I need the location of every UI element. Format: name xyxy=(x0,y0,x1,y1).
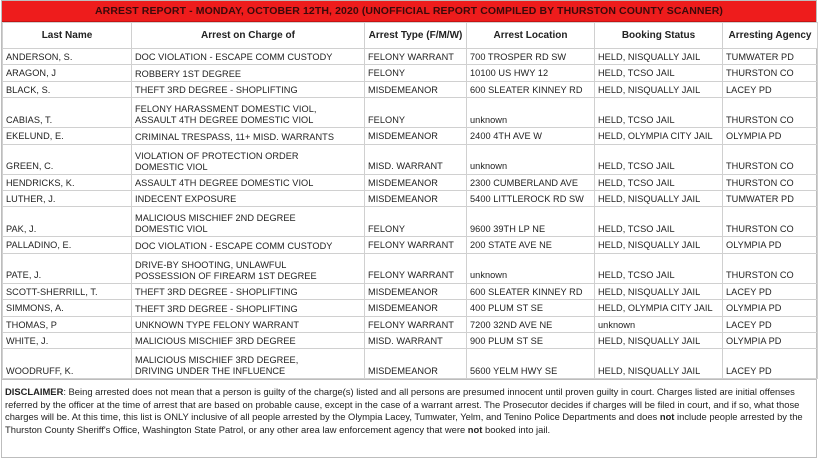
cell-arresting-agency: OLYMPIA PD xyxy=(723,300,818,316)
cell-booking-status: HELD, TCSO JAIL xyxy=(595,207,723,237)
cell-arresting-agency: THURSTON CO xyxy=(723,174,818,190)
cell-charge xyxy=(132,316,365,332)
cell-arresting-agency: OLYMPIA PD xyxy=(723,332,818,348)
cell-booking-status: HELD, TCSO JAIL xyxy=(595,65,723,81)
table-row xyxy=(3,316,818,332)
cell-booking-status: HELD, TCSO JAIL xyxy=(595,253,723,283)
cell-charge xyxy=(132,81,365,97)
table-row xyxy=(3,237,818,253)
cell-last-name: EKELUND, E. xyxy=(3,128,132,144)
cell-last-name: THOMAS, P xyxy=(3,316,132,332)
cell-charge xyxy=(132,128,365,144)
table-row xyxy=(3,81,818,97)
cell-arrest-type: MISDEMEANOR xyxy=(365,81,467,97)
cell-arrest-location: 7200 32ND AVE NE xyxy=(467,316,595,332)
cell-charge xyxy=(132,332,365,348)
arrest-report xyxy=(1,0,817,458)
col-header-arresting-agency: Arresting Agency xyxy=(723,23,818,49)
cell-booking-status: unknown xyxy=(595,316,723,332)
charge-line: DRIVING UNDER THE INFLUENCE xyxy=(135,366,286,377)
cell-arresting-agency: LACEY PD xyxy=(723,349,818,379)
charge-line: ASSAULT 4TH DEGREE DOMESTIC VIOL xyxy=(135,177,314,188)
table-row xyxy=(3,98,818,128)
charge-line: DOMESTIC VIOL xyxy=(135,224,208,235)
cell-booking-status: HELD, TCSO JAIL xyxy=(595,98,723,128)
charge-line: POSSESSION OF FIREARM 1ST DEGREE xyxy=(135,270,317,281)
cell-booking-status: HELD, NISQUALLY JAIL xyxy=(595,49,723,65)
table-row xyxy=(3,349,818,379)
table-row xyxy=(3,207,818,237)
table-row xyxy=(3,128,818,144)
cell-arrest-location: 400 PLUM ST SE xyxy=(467,300,595,316)
cell-arrest-location: 200 STATE AVE NE xyxy=(467,237,595,253)
cell-arresting-agency: LACEY PD xyxy=(723,81,818,97)
cell-charge xyxy=(132,65,365,81)
cell-booking-status: HELD, OLYMPIA CITY JAIL xyxy=(595,300,723,316)
col-header-arrest-type: Arrest Type (F/M/W) xyxy=(365,23,467,49)
disclaimer-text-1: : Being arrested does not mean that a person is guilty of the charge(s) listed and all persons are presumed innocent until proven guilty in court. Charges listed are initial offenses referred by the officer at the time of arrest that are based on probable cause, except in the case of a warrant arrest. The Prosecutor decides if charges will be filed in court, and if so, what those charges will be. At this time, this list is ONLY inclusive of all people arrested by the Olympia Lacey, Tumwater, Yelm, and Tenino Police Departments and does xyxy=(5,386,800,423)
arrest-table xyxy=(2,22,818,379)
charge-line: MALICIOUS MISCHIEF 3RD DEGREE, xyxy=(135,355,299,366)
cell-arresting-agency: OLYMPIA PD xyxy=(723,237,818,253)
charge-line: MALICIOUS MISCHIEF 3RD DEGREE xyxy=(135,336,296,347)
cell-arrest-location: 600 SLEATER KINNEY RD xyxy=(467,283,595,299)
cell-last-name: PAK, J. xyxy=(3,207,132,237)
charge-line: THEFT 3RD DEGREE - SHOPLIFTING xyxy=(135,287,298,298)
cell-charge xyxy=(132,300,365,316)
table-row xyxy=(3,190,818,206)
table-row xyxy=(3,283,818,299)
cell-arrest-location: unknown xyxy=(467,144,595,174)
cell-arrest-location: 10100 US HWY 12 xyxy=(467,65,595,81)
charge-line: MALICIOUS MISCHIEF 2ND DEGREE xyxy=(135,213,296,224)
table-row xyxy=(3,65,818,81)
charge-line: DOMESTIC VIOL xyxy=(135,161,208,172)
table-row xyxy=(3,332,818,348)
cell-arresting-agency: TUMWATER PD xyxy=(723,190,818,206)
cell-charge xyxy=(132,98,365,128)
cell-arrest-type: FELONY xyxy=(365,65,467,81)
disclaimer-not-1: not xyxy=(659,411,675,423)
charge-line: DOC VIOLATION - ESCAPE COMM CUSTODY xyxy=(135,240,333,251)
table-row xyxy=(3,253,818,283)
col-header-last-name: Last Name xyxy=(3,23,132,49)
cell-last-name: BLACK, S. xyxy=(3,81,132,97)
cell-booking-status: HELD, NISQUALLY JAIL xyxy=(595,190,723,206)
cell-arrest-type: FELONY WARRANT xyxy=(365,49,467,65)
charge-line: INDECENT EXPOSURE xyxy=(135,194,237,205)
charge-line: ASSAULT 4TH DEGREE DOMESTIC VIOL xyxy=(135,115,314,126)
cell-arrest-location: 600 SLEATER KINNEY RD xyxy=(467,81,595,97)
cell-booking-status: HELD, TCSO JAIL xyxy=(595,144,723,174)
cell-booking-status: HELD, NISQUALLY JAIL xyxy=(595,81,723,97)
cell-last-name: WOODRUFF, K. xyxy=(3,349,132,379)
cell-arrest-type: MISDEMEANOR xyxy=(365,190,467,206)
cell-arresting-agency: OLYMPIA PD xyxy=(723,128,818,144)
cell-charge xyxy=(132,237,365,253)
cell-charge xyxy=(132,283,365,299)
cell-arrest-location: unknown xyxy=(467,98,595,128)
cell-arrest-type: FELONY WARRANT xyxy=(365,237,467,253)
cell-arresting-agency: TUMWATER PD xyxy=(723,49,818,65)
cell-arrest-type: FELONY xyxy=(365,207,467,237)
disclaimer-label: DISCLAIMER xyxy=(5,386,64,398)
cell-arrest-location: 2400 4TH AVE W xyxy=(467,128,595,144)
cell-booking-status: HELD, NISQUALLY JAIL xyxy=(595,349,723,379)
cell-arrest-location: 700 TROSPER RD SW xyxy=(467,49,595,65)
cell-booking-status: HELD, OLYMPIA CITY JAIL xyxy=(595,128,723,144)
cell-arrest-type: MISDEMEANOR xyxy=(365,300,467,316)
cell-booking-status: HELD, NISQUALLY JAIL xyxy=(595,332,723,348)
cell-arrest-type: MISDEMEANOR xyxy=(365,174,467,190)
charge-line: VIOLATION OF PROTECTION ORDER xyxy=(135,150,299,161)
cell-arrest-location: 5400 LITTLEROCK RD SW xyxy=(467,190,595,206)
cell-arresting-agency: LACEY PD xyxy=(723,283,818,299)
charge-line: CRIMINAL TRESPASS, 11+ MISD. WARRANTS xyxy=(135,131,334,142)
cell-last-name: SCOTT-SHERRILL, T. xyxy=(3,283,132,299)
cell-arresting-agency: THURSTON CO xyxy=(723,144,818,174)
cell-last-name: ARAGON, J xyxy=(3,65,132,81)
table-row xyxy=(3,174,818,190)
charge-line: THEFT 3RD DEGREE - SHOPLIFTING xyxy=(135,303,298,314)
col-header-charge: Arrest on Charge of xyxy=(132,23,365,49)
cell-charge xyxy=(132,253,365,283)
cell-arrest-location: 9600 39TH LP NE xyxy=(467,207,595,237)
cell-arrest-type: MISDEMEANOR xyxy=(365,349,467,379)
cell-arresting-agency: THURSTON CO xyxy=(723,98,818,128)
arrest-table-body xyxy=(3,49,818,379)
charge-line: FELONY HARASSMENT DOMESTIC VIOL, xyxy=(135,104,317,115)
cell-arrest-type: FELONY xyxy=(365,98,467,128)
cell-arrest-type: FELONY WARRANT xyxy=(365,316,467,332)
cell-last-name: HENDRICKS, K. xyxy=(3,174,132,190)
report-banner: ARREST REPORT - MONDAY, OCTOBER 12TH, 2020 (UNOFFICIAL REPORT COMPILED BY THURSTON COUNTY SCANNER) xyxy=(2,1,816,22)
cell-arrest-location: 2300 CUMBERLAND AVE xyxy=(467,174,595,190)
cell-arresting-agency: LACEY PD xyxy=(723,316,818,332)
cell-last-name: ANDERSON, S. xyxy=(3,49,132,65)
cell-last-name: SIMMONS, A. xyxy=(3,300,132,316)
disclaimer-text-2: include people arrested by the Thurston County Sheriff's Office, Washington State Patrol, or any other area law enforcement agency that were xyxy=(5,411,803,436)
cell-last-name: GREEN, C. xyxy=(3,144,132,174)
cell-booking-status: HELD, NISQUALLY JAIL xyxy=(595,283,723,299)
cell-booking-status: HELD, TCSO JAIL xyxy=(595,174,723,190)
cell-charge xyxy=(132,174,365,190)
cell-arresting-agency: THURSTON CO xyxy=(723,253,818,283)
table-row xyxy=(3,144,818,174)
cell-arrest-type: MISDEMEANOR xyxy=(365,283,467,299)
cell-charge xyxy=(132,190,365,206)
cell-arrest-location: 900 PLUM ST SE xyxy=(467,332,595,348)
cell-last-name: CABIAS, T. xyxy=(3,98,132,128)
cell-charge xyxy=(132,349,365,379)
cell-charge xyxy=(132,207,365,237)
charge-line: ROBBERY 1ST DEGREE xyxy=(135,68,242,79)
cell-arrest-location: unknown xyxy=(467,253,595,283)
col-header-booking-status: Booking Status xyxy=(595,23,723,49)
cell-charge xyxy=(132,49,365,65)
cell-charge xyxy=(132,144,365,174)
charge-line: THEFT 3RD DEGREE - SHOPLIFTING xyxy=(135,85,298,96)
cell-arrest-type: MISD. WARRANT xyxy=(365,332,467,348)
charge-line: DOC VIOLATION - ESCAPE COMM CUSTODY xyxy=(135,52,333,63)
cell-arrest-type: MISDEMEANOR xyxy=(365,128,467,144)
disclaimer-text-3: booked into jail. xyxy=(482,424,551,436)
disclaimer-not-2: not xyxy=(467,424,483,436)
charge-line: DRIVE-BY SHOOTING, UNLAWFUL xyxy=(135,259,287,270)
cell-arresting-agency: THURSTON CO xyxy=(723,207,818,237)
col-header-arrest-location: Arrest Location xyxy=(467,23,595,49)
cell-last-name: LUTHER, J. xyxy=(3,190,132,206)
table-header-row xyxy=(3,23,818,49)
cell-arresting-agency: THURSTON CO xyxy=(723,65,818,81)
charge-line: UNKNOWN TYPE FELONY WARRANT xyxy=(135,319,300,330)
cell-last-name: PALLADINO, E. xyxy=(3,237,132,253)
cell-booking-status: HELD, NISQUALLY JAIL xyxy=(595,237,723,253)
cell-last-name: WHITE, J. xyxy=(3,332,132,348)
cell-last-name: PATE, J. xyxy=(3,253,132,283)
cell-arrest-location: 5600 YELM HWY SE xyxy=(467,349,595,379)
table-row xyxy=(3,300,818,316)
cell-arrest-type: FELONY WARRANT xyxy=(365,253,467,283)
table-row xyxy=(3,49,818,65)
disclaimer xyxy=(2,379,816,457)
cell-arrest-type: MISD. WARRANT xyxy=(365,144,467,174)
